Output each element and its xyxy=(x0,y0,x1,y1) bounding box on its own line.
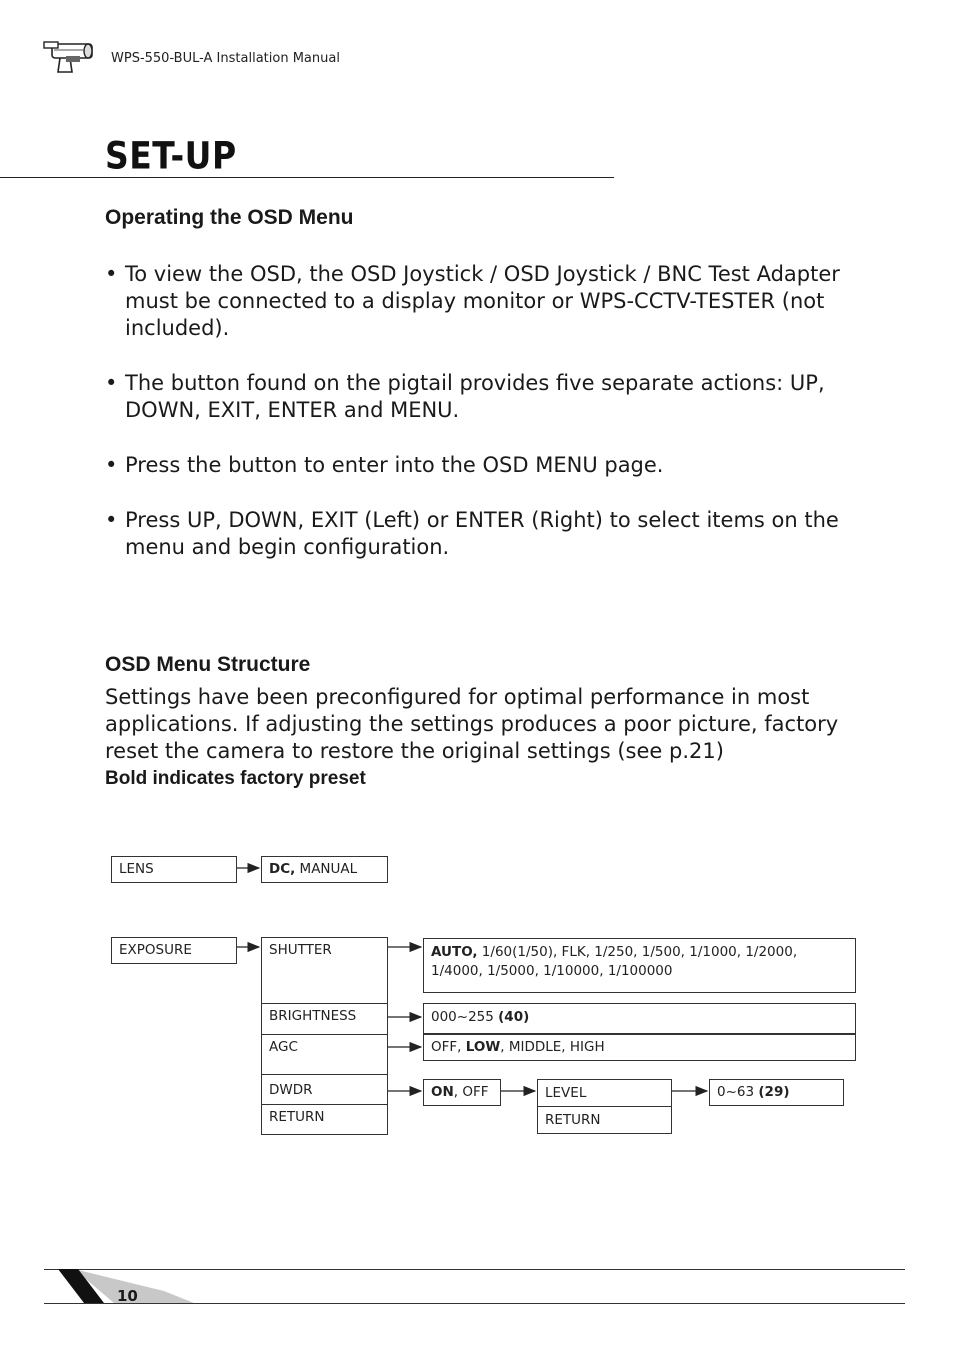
menu-box-brightness: BRIGHTNESS xyxy=(261,1003,388,1035)
factory-preset-note: Bold indicates factory preset xyxy=(105,768,366,789)
list-item: • The button found on the pigtail provides five separate actions: UP, DOWN, EXIT, ENTER and MENU. xyxy=(105,371,825,422)
menu-box-return: RETURN xyxy=(261,1104,388,1135)
menu-box-shutter: SHUTTER xyxy=(261,937,388,1004)
footer-rule-bottom xyxy=(44,1303,905,1304)
settings-paragraph: Settings have been preconfigured for optimal performance in most applications. If adjusting the settings produces a poor picture, factory reset the camera to restore the original settings (see p.21) Bold indicates factory preset xyxy=(105,684,865,792)
menu-box-level-options: 0~63 (29) xyxy=(709,1079,844,1106)
menu-box-shutter-options: AUTO, 1/60(1/50), FLK, 1/250, 1/500, 1/1000, 1/2000, 1/4000, 1/5000, 1/10000, 1/100000 xyxy=(423,938,856,993)
manual-title: WPS-550-BUL-A Installation Manual xyxy=(111,51,340,66)
menu-box-dwdr-options: ON, OFF xyxy=(423,1079,501,1106)
section-heading-osd-menu: Operating the OSD Menu xyxy=(105,206,354,229)
menu-box-brightness-options: 000~255 (40) xyxy=(423,1003,856,1034)
list-item: • To view the OSD, the OSD Joystick / OSD Joystick / BNC Test Adapter must be connected to a display monitor or WPS-CCTV-TESTER (not included). xyxy=(105,262,840,340)
menu-box-exposure: EXPOSURE xyxy=(111,937,237,964)
menu-box-lens-options: DC, MANUAL xyxy=(261,856,388,883)
menu-box-dwdr: DWDR xyxy=(261,1074,388,1105)
page-title: SET-UP xyxy=(105,134,237,178)
menu-box-agc: AGC xyxy=(261,1034,388,1075)
list-item: • Press the button to enter into the OSD MENU page. xyxy=(105,453,664,477)
section-heading-menu-structure: OSD Menu Structure xyxy=(105,653,311,676)
menu-box-level-return: RETURN xyxy=(537,1106,672,1134)
menu-box-lens: LENS xyxy=(111,856,237,883)
list-item: • Press UP, DOWN, EXIT (Left) or ENTER (Right) to select items on the menu and begin configuration. xyxy=(105,508,839,559)
menu-box-level: LEVEL xyxy=(537,1079,672,1107)
menu-box-agc-options: OFF, LOW, MIDDLE, HIGH xyxy=(423,1034,856,1061)
page-number: 10 xyxy=(117,1287,138,1305)
